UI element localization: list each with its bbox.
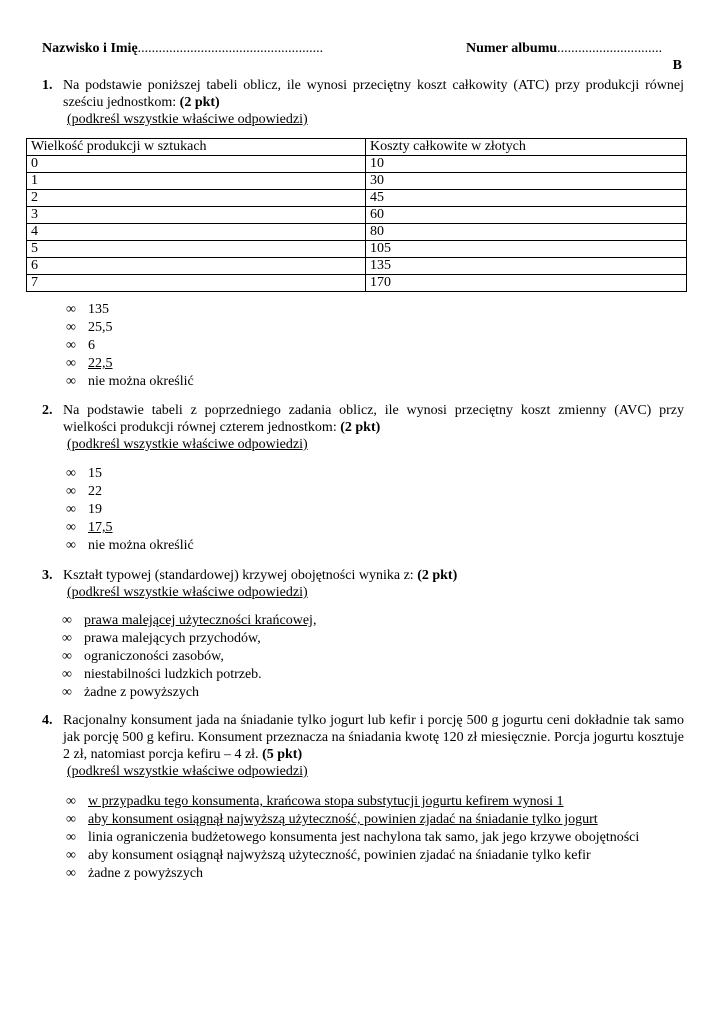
- question-4: [42, 712, 684, 780]
- cell-quantity: 3: [27, 207, 366, 224]
- answer-option: [66, 519, 194, 537]
- infinity-bullet-icon: ∞: [62, 631, 72, 646]
- infinity-bullet-icon: ∞: [66, 848, 76, 863]
- answer-option: [66, 847, 639, 865]
- table-row: [27, 156, 687, 173]
- answer-text: 6: [88, 338, 95, 353]
- answer-text: aby konsument osiągnął najwyższą użyteczność, powinien zjadać na śniadanie tylko jogurt: [88, 812, 598, 827]
- question-number: 1.: [42, 78, 53, 93]
- question-text: Na podstawie tabeli z poprzedniego zadania oblicz, ile wynosi przeciętny koszt zmienny (AVC) przy wielkości produkcji równej czterem jednostkom: (2 pkt): [63, 403, 684, 435]
- answer-text: nie można określić: [88, 374, 194, 389]
- name-label: Nazwisko i Imię: [42, 41, 138, 56]
- album-dots: ..............................: [557, 41, 663, 56]
- album-field: [466, 41, 662, 57]
- cell-total-cost: 60: [366, 207, 687, 224]
- answer-text: 15: [88, 466, 102, 481]
- table-row: [27, 275, 687, 292]
- cell-total-cost: 45: [366, 190, 687, 207]
- question-hint: (podkreśl wszystkie właściwe odpowiedzi): [67, 764, 308, 779]
- answer-option: [62, 684, 316, 702]
- answer-text: nie można określić: [88, 538, 194, 553]
- table-header-total-cost: Koszty całkowite w złotych: [366, 139, 687, 156]
- infinity-bullet-icon: ∞: [66, 794, 76, 809]
- cell-quantity: 7: [27, 275, 366, 292]
- infinity-bullet-icon: ∞: [62, 649, 72, 664]
- answer-option: [66, 811, 639, 829]
- name-field: [42, 41, 323, 57]
- table-header-quantity: Wielkość produkcji w sztukach: [27, 139, 366, 156]
- cell-quantity: 0: [27, 156, 366, 173]
- infinity-bullet-icon: ∞: [66, 866, 76, 881]
- infinity-bullet-icon: ∞: [62, 685, 72, 700]
- album-label: Numer albumu: [466, 41, 558, 56]
- cell-quantity: 4: [27, 224, 366, 241]
- answer-text: 22: [88, 484, 102, 499]
- answer-option: [66, 865, 639, 883]
- answer-text: linia ograniczenia budżetowego konsumenta jest nachylona tak samo, jak jego krzywe obojętności: [88, 830, 640, 845]
- question-1: [42, 77, 684, 128]
- answer-option: [66, 483, 194, 501]
- answer-option: [66, 355, 194, 373]
- answer-text: 25,5: [88, 320, 113, 335]
- question-text: Racjonalny konsument jada na śniadanie tylko jogurt lub kefir i porcję 500 g jogurtu ceni dokładnie tak samo jak porcję 500 g kefiru. Konsument przeznacza na śniadania kwotę 120 zł miesięcznie. Porcja jogurtu kosztuje 2 zł, natomiast porcja kefiru – 4 zł. (5 pkt): [63, 713, 684, 762]
- infinity-bullet-icon: ∞: [62, 667, 72, 682]
- answer-option: [62, 648, 316, 666]
- question-3-options: [62, 612, 316, 702]
- question-hint: (podkreśl wszystkie właściwe odpowiedzi): [67, 112, 308, 127]
- answer-option: [66, 319, 194, 337]
- answer-option: [66, 537, 194, 555]
- infinity-bullet-icon: ∞: [66, 520, 76, 535]
- answer-option: [62, 666, 316, 684]
- exam-variant: B: [672, 58, 682, 73]
- answer-option: [66, 373, 194, 391]
- question-2: [42, 402, 684, 453]
- table-row: [27, 241, 687, 258]
- question-1-options: [66, 301, 194, 391]
- infinity-bullet-icon: ∞: [66, 538, 76, 553]
- answer-option: [62, 630, 316, 648]
- cell-total-cost: 10: [366, 156, 687, 173]
- cell-total-cost: 80: [366, 224, 687, 241]
- question-text: Kształt typowej (standardowej) krzywej obojętności wynika z: (2 pkt): [63, 568, 458, 583]
- name-dots: .....................................................: [137, 41, 324, 56]
- table-body: [27, 156, 687, 292]
- answer-option: [62, 612, 316, 630]
- question-2-options: [66, 465, 194, 555]
- question-points: (2 pkt): [179, 95, 220, 110]
- question-hint: (podkreśl wszystkie właściwe odpowiedzi): [67, 585, 308, 600]
- answer-option: [66, 301, 194, 319]
- answer-text: w przypadku tego konsumenta, krańcowa stopa substytucji jogurtu kefirem wynosi 1: [88, 794, 564, 809]
- cell-total-cost: 135: [366, 258, 687, 275]
- cell-quantity: 5: [27, 241, 366, 258]
- infinity-bullet-icon: ∞: [66, 484, 76, 499]
- question-text: Na podstawie poniższej tabeli oblicz, ile wynosi przeciętny koszt całkowity (ATC) przy produkcji równej sześciu jednostkom: (2 pkt): [63, 78, 684, 110]
- infinity-bullet-icon: ∞: [66, 466, 76, 481]
- production-cost-table: [26, 138, 687, 292]
- answer-text: 17,5: [88, 520, 113, 535]
- answer-text: prawa malejących przychodów,: [84, 631, 261, 646]
- question-number: 4.: [42, 713, 53, 728]
- answer-suffix: ,: [312, 613, 317, 628]
- infinity-bullet-icon: ∞: [66, 320, 76, 335]
- table-header-row: [27, 139, 687, 156]
- infinity-bullet-icon: ∞: [66, 374, 76, 389]
- answer-option: [66, 337, 194, 355]
- table-row: [27, 207, 687, 224]
- cell-total-cost: 30: [366, 173, 687, 190]
- question-hint: (podkreśl wszystkie właściwe odpowiedzi): [67, 437, 308, 452]
- answer-text: niestabilności ludzkich potrzeb.: [84, 667, 262, 682]
- question-3: [42, 567, 684, 601]
- answer-option: [66, 465, 194, 483]
- answer-text: 19: [88, 502, 102, 517]
- infinity-bullet-icon: ∞: [66, 812, 76, 827]
- cell-total-cost: 105: [366, 241, 687, 258]
- answer-text: żadne z powyższych: [88, 866, 204, 881]
- cell-total-cost: 170: [366, 275, 687, 292]
- infinity-bullet-icon: ∞: [66, 302, 76, 317]
- table-row: [27, 224, 687, 241]
- question-number: 3.: [42, 568, 53, 583]
- answer-text: prawa malejącej użyteczności krańcowej: [84, 613, 313, 628]
- infinity-bullet-icon: ∞: [66, 830, 76, 845]
- table-row: [27, 190, 687, 207]
- answer-option: [66, 501, 194, 519]
- answer-text: ograniczoności zasobów,: [84, 649, 224, 664]
- infinity-bullet-icon: ∞: [66, 502, 76, 517]
- infinity-bullet-icon: ∞: [66, 338, 76, 353]
- answer-text: 135: [88, 302, 109, 317]
- cell-quantity: 2: [27, 190, 366, 207]
- question-number: 2.: [42, 403, 53, 418]
- cell-quantity: 1: [27, 173, 366, 190]
- infinity-bullet-icon: ∞: [66, 356, 76, 371]
- question-points: (2 pkt): [340, 420, 381, 435]
- cell-quantity: 6: [27, 258, 366, 275]
- table-row: [27, 173, 687, 190]
- answer-option: [66, 793, 639, 811]
- answer-text: aby konsument osiągnął najwyższą użyteczność, powinien zjadać na śniadanie tylko kefir: [88, 848, 591, 863]
- question-points: (5 pkt): [262, 747, 303, 762]
- answer-option: [66, 829, 639, 847]
- answer-text: 22,5: [88, 356, 113, 371]
- question-points: (2 pkt): [417, 568, 458, 583]
- answer-text: żadne z powyższych: [84, 685, 200, 700]
- question-4-options: [66, 793, 639, 883]
- infinity-bullet-icon: ∞: [62, 613, 72, 628]
- table-row: [27, 258, 687, 275]
